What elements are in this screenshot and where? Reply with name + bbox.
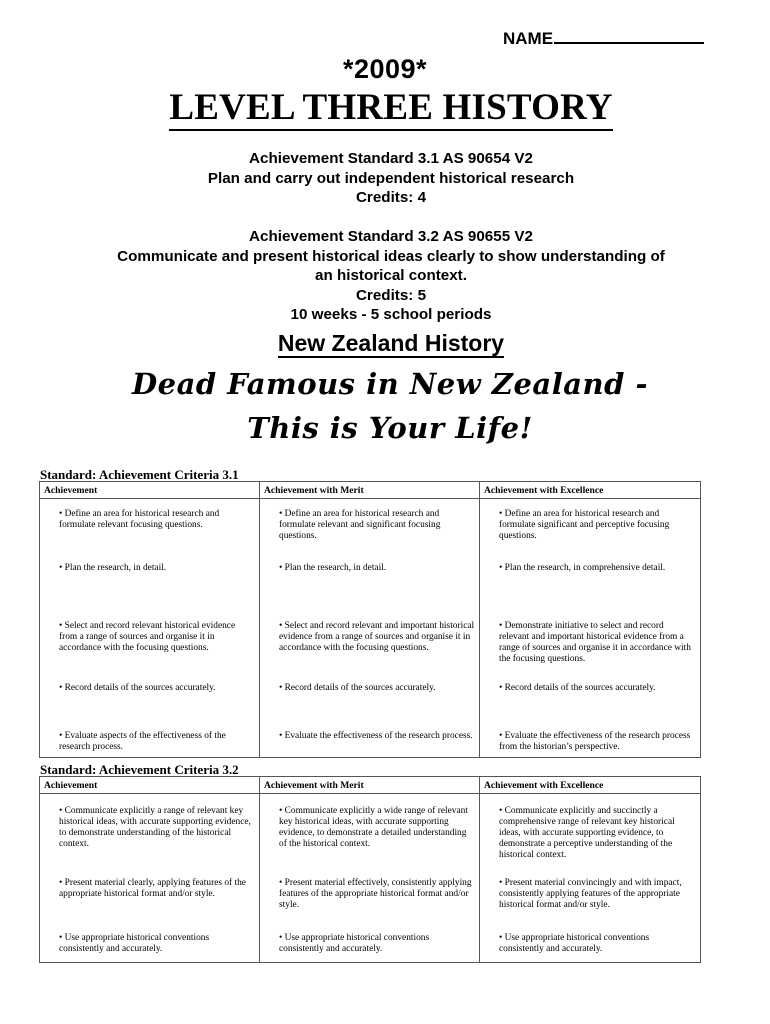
table-row xyxy=(40,544,701,590)
table-cell: • Record details of the sources accurately. xyxy=(40,665,260,705)
table-cell: • Plan the research, in detail. xyxy=(260,544,480,590)
column-header-achievement: Achievement xyxy=(40,482,260,499)
table-row xyxy=(40,919,701,963)
standard-3-2-code: Achievement Standard 3.2 AS 90655 V2 xyxy=(249,228,533,245)
table-cell: • Select and record relevant historical evidence from a range of sources and organise it in accordance with the focusing questions. xyxy=(40,590,260,665)
table-cell: • Use appropriate historical conventions consistently and accurately. xyxy=(480,919,701,963)
table-cell: • Plan the research, in detail. xyxy=(40,544,260,590)
theme-title-line-1: Dead Famous in New Zealand - xyxy=(131,367,649,401)
theme-title-line-2: This is Your Life! xyxy=(247,411,533,445)
criteria-3-2-table xyxy=(39,776,701,963)
column-header-merit: Achievement with Merit xyxy=(260,777,480,794)
table-row xyxy=(40,869,701,919)
criteria-3-1-heading: Standard: Achievement Criteria 3.1 xyxy=(40,467,239,482)
name-label: NAME xyxy=(503,29,554,48)
table-row xyxy=(40,794,701,869)
table-cell: • Define an area for historical research and formulate significant and perceptive focusing questions. xyxy=(480,499,701,544)
name-blank-line[interactable] xyxy=(554,26,704,44)
table-cell: • Use appropriate historical conventions consistently and accurately. xyxy=(40,919,260,963)
name-field[interactable] xyxy=(503,26,704,49)
criteria-3-2-heading: Standard: Achievement Criteria 3.2 xyxy=(40,762,239,777)
table-cell: • Present material convincingly and with impact, consistently applying features of the appropriate historical format and/or style. xyxy=(480,869,701,919)
standard-3-1-description: Plan and carry out independent historical research xyxy=(207,169,575,187)
standard-3-2-description-1: Communicate and present historical ideas clearly to show understanding of xyxy=(117,247,665,265)
table-cell: • Communicate explicitly a wide range of relevant key historical ideas, with accurate supporting evidence, to demonstrate a detailed understanding of the historical context. xyxy=(260,794,480,869)
table-cell: • Plan the research, in comprehensive detail. xyxy=(480,544,701,590)
standard-3-1-code: Achievement Standard 3.1 AS 90654 V2 xyxy=(249,150,533,167)
table-cell: • Communicate explicitly and succinctly a comprehensive range of relevant key historical ideas, with accurate supporting evidence, to demonstrate a perceptive understanding of the historical context. xyxy=(480,794,701,869)
table-cell: • Record details of the sources accurately. xyxy=(260,665,480,705)
table-cell: • Present material effectively, consistently applying features of the appropriate historical format and/or style. xyxy=(260,869,480,919)
table-cell: • Define an area for historical research and formulate relevant and significant focusing questions. xyxy=(260,499,480,544)
standard-3-1-block xyxy=(0,149,770,208)
page-title: LEVEL THREE HISTORY xyxy=(0,86,770,129)
subject-heading: New Zealand History xyxy=(277,330,505,356)
year-heading: *2009* xyxy=(342,54,428,84)
table-row xyxy=(40,499,701,544)
table-cell: • Record details of the sources accurately. xyxy=(480,665,701,705)
duration: 10 weeks - 5 school periods xyxy=(290,306,492,323)
table-cell: • Select and record relevant and important historical evidence from a range of sources and organise it in accordance with the focusing questions. xyxy=(260,590,480,665)
table-row xyxy=(40,590,701,665)
standard-3-2-credits: Credits: 5 xyxy=(355,286,427,304)
column-header-excellence: Achievement with Excellence xyxy=(480,777,701,794)
column-header-achievement: Achievement xyxy=(40,777,260,794)
table-cell: • Present material clearly, applying features of the appropriate historical format and/or style. xyxy=(40,869,260,919)
table-row xyxy=(40,705,701,758)
table-cell: • Use appropriate historical conventions consistently and accurately. xyxy=(260,919,480,963)
table-cell: • Evaluate the effectiveness of the research process from the historian’s perspective. xyxy=(480,705,701,758)
table-cell: • Demonstrate initiative to select and record relevant and important historical evidence from a range of sources and organise it in accordance with the focusing questions. xyxy=(480,590,701,665)
column-header-merit: Achievement with Merit xyxy=(260,482,480,499)
standard-3-2-block xyxy=(0,227,770,325)
standard-3-2-description-2: an historical context. xyxy=(315,267,467,284)
table-cell: • Define an area for historical research and formulate relevant focusing questions. xyxy=(40,499,260,544)
criteria-3-1-table xyxy=(39,481,701,758)
standard-3-1-credits: Credits: 4 xyxy=(355,189,427,206)
table-cell: • Communicate explicitly a range of relevant key historical ideas, with accurate supporting evidence, to demonstrate understanding of the historical context. xyxy=(40,794,260,869)
table-cell: • Evaluate aspects of the effectiveness of the research process. xyxy=(40,705,260,758)
table-cell: • Evaluate the effectiveness of the research process. xyxy=(260,705,480,758)
column-header-excellence: Achievement with Excellence xyxy=(480,482,701,499)
table-row xyxy=(40,665,701,705)
